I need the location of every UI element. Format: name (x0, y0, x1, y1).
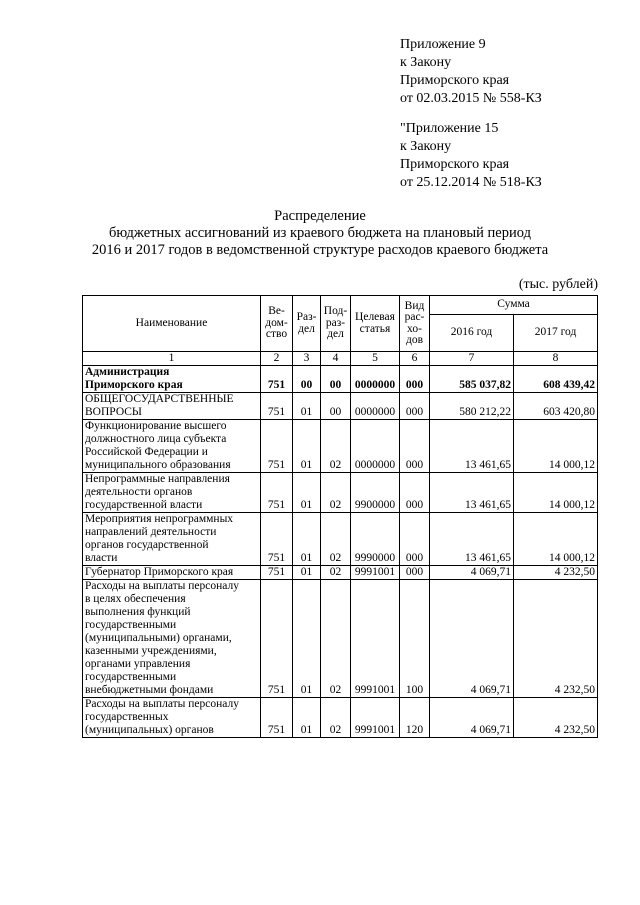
cell-sum-2017: 608 439,42 (514, 366, 598, 393)
table-row (83, 473, 598, 513)
column-number: 5 (351, 352, 400, 366)
cell-subsection: 02 (321, 580, 351, 698)
title-line: бюджетных ассигнований из краевого бюджета на плановый период (109, 225, 531, 241)
column-number-row (83, 352, 598, 366)
cell-target-article: 9900000 (351, 473, 400, 513)
appendix-line: Приморского края (400, 73, 510, 88)
cell-section: 01 (293, 580, 321, 698)
cell-subsection: 02 (321, 420, 351, 473)
header-target-article: Целевая статья (351, 296, 400, 352)
cell-name-line: Непрограммные направления (85, 473, 230, 485)
cell-name-line: власти (85, 552, 118, 564)
cell-sum-2016: 4 069,71 (430, 698, 514, 738)
cell-name (83, 473, 261, 513)
header-section: Раз- дел (293, 296, 321, 352)
cell-name (83, 566, 261, 580)
cell-subsection: 02 (321, 566, 351, 580)
cell-sum-2016: 580 212,22 (430, 393, 514, 420)
cell-expense-type: 000 (400, 366, 430, 393)
cell-name-line: внебюджетными фондами (85, 684, 214, 696)
cell-target-article: 9991001 (351, 566, 400, 580)
cell-target-article: 9991001 (351, 698, 400, 738)
appendix-line: от 25.12.2014 № 518-КЗ (400, 175, 542, 190)
cell-sum-2017: 14 000,12 (514, 513, 598, 566)
cell-subsection: 02 (321, 698, 351, 738)
cell-target-article: 0000000 (351, 366, 400, 393)
cell-name-line: органами управления (85, 658, 191, 670)
appendix-line: "Приложение 15 (400, 121, 499, 136)
cell-name-line: муниципального образования (85, 459, 231, 471)
cell-name-line: Администрация (85, 366, 170, 378)
header-expense-type: Вид рас- хо- дов (400, 296, 430, 352)
column-number: 8 (514, 352, 598, 366)
cell-name-line: деятельности органов (85, 486, 193, 498)
cell-name-line: государственными (85, 619, 177, 631)
header-name: Наименование (83, 296, 261, 352)
table-row (83, 393, 598, 420)
cell-name-line: Губернатор Приморского края (85, 566, 234, 578)
header-sum: Сумма (430, 296, 598, 315)
table-row (83, 366, 598, 393)
cell-expense-type: 000 (400, 420, 430, 473)
cell-dept: 751 (261, 420, 293, 473)
cell-dept: 751 (261, 366, 293, 393)
cell-name-line: Расходы на выплаты персоналу (85, 580, 239, 592)
header-dept: Ве- дом- ство (261, 296, 293, 352)
column-number: 3 (293, 352, 321, 366)
cell-sum-2016: 13 461,65 (430, 473, 514, 513)
title-line: Распределение (274, 208, 366, 224)
appendix-line: к Закону (400, 55, 452, 70)
cell-name-line: Мероприятия непрограммных (85, 513, 234, 525)
cell-name-line: (муниципальных) органов (85, 724, 214, 736)
cell-dept: 751 (261, 393, 293, 420)
cell-expense-type: 100 (400, 580, 430, 698)
cell-target-article: 9991001 (351, 580, 400, 698)
cell-name-line: государственной власти (85, 499, 203, 511)
cell-name-line: направлений деятельности (85, 526, 217, 538)
budget-table (82, 295, 598, 738)
cell-subsection: 00 (321, 366, 351, 393)
cell-name-line: государственных (85, 711, 169, 723)
cell-name-line: государственными (85, 671, 177, 683)
table-row (83, 420, 598, 473)
cell-dept: 751 (261, 698, 293, 738)
cell-section: 01 (293, 393, 321, 420)
cell-subsection: 02 (321, 473, 351, 513)
cell-name-line: выполнения функций (85, 606, 191, 618)
cell-name (83, 698, 261, 738)
cell-subsection: 00 (321, 393, 351, 420)
cell-name-line: Приморского края (85, 379, 183, 391)
table-row (83, 580, 598, 698)
cell-section: 01 (293, 473, 321, 513)
cell-sum-2017: 4 232,50 (514, 698, 598, 738)
cell-dept: 751 (261, 580, 293, 698)
header-subsection: Под- раз- дел (321, 296, 351, 352)
cell-section: 00 (293, 366, 321, 393)
appendix-line: от 02.03.2015 № 558-КЗ (400, 91, 542, 106)
cell-name-line: казенными учреждениями, (85, 645, 217, 657)
table-row (83, 513, 598, 566)
cell-target-article: 0000000 (351, 393, 400, 420)
document-title (0, 208, 640, 259)
cell-dept: 751 (261, 566, 293, 580)
cell-target-article: 9990000 (351, 513, 400, 566)
cell-expense-type: 000 (400, 566, 430, 580)
cell-section: 01 (293, 698, 321, 738)
cell-name (83, 393, 261, 420)
cell-name-line: в целях обеспечения (85, 593, 186, 605)
title-line: 2016 и 2017 годов в ведомственной структуре расходов краевого бюджета (91, 242, 549, 258)
table-row (83, 566, 598, 580)
appendix-line: к Закону (400, 139, 452, 154)
cell-dept: 751 (261, 513, 293, 566)
units-label: (тыс. рублей) (518, 277, 598, 292)
cell-sum-2017: 4 232,50 (514, 580, 598, 698)
cell-section: 01 (293, 420, 321, 473)
cell-name-line: ВОПРОСЫ (85, 406, 142, 418)
column-number: 4 (321, 352, 351, 366)
cell-sum-2016: 4 069,71 (430, 580, 514, 698)
header-year-2016: 2016 год (430, 315, 514, 352)
cell-sum-2017: 14 000,12 (514, 420, 598, 473)
cell-sum-2017: 14 000,12 (514, 473, 598, 513)
cell-sum-2017: 4 232,50 (514, 566, 598, 580)
cell-sum-2016: 4 069,71 (430, 566, 514, 580)
cell-sum-2016: 13 461,65 (430, 513, 514, 566)
cell-name (83, 580, 261, 698)
cell-name (83, 366, 261, 393)
cell-target-article: 0000000 (351, 420, 400, 473)
cell-name (83, 513, 261, 566)
column-number: 1 (83, 352, 261, 366)
cell-section: 01 (293, 513, 321, 566)
cell-sum-2016: 585 037,82 (430, 366, 514, 393)
cell-name-line: Функционирование высшего (85, 420, 227, 432)
cell-subsection: 02 (321, 513, 351, 566)
cell-dept: 751 (261, 473, 293, 513)
header-year-2017: 2017 год (514, 315, 598, 352)
cell-name-line: должностного лица субъекта (85, 433, 227, 445)
cell-name-line: ОБЩЕГОСУДАРСТВЕННЫЕ (85, 393, 234, 405)
appendix-line: Приложение 9 (400, 37, 486, 52)
column-number: 2 (261, 352, 293, 366)
appendix-line: Приморского края (400, 157, 510, 172)
cell-expense-type: 000 (400, 393, 430, 420)
cell-sum-2016: 13 461,65 (430, 420, 514, 473)
cell-name (83, 420, 261, 473)
cell-name-line: Расходы на выплаты персоналу (85, 698, 239, 710)
column-number: 7 (430, 352, 514, 366)
appendix-reference-current (400, 36, 630, 108)
cell-section: 01 (293, 566, 321, 580)
cell-expense-type: 120 (400, 698, 430, 738)
cell-expense-type: 000 (400, 473, 430, 513)
cell-name-line: Российской Федерации и (85, 446, 208, 458)
cell-name-line: органов государственной (85, 539, 209, 551)
appendix-reference-original (400, 120, 630, 192)
cell-expense-type: 000 (400, 513, 430, 566)
cell-name-line: (муниципальными) органами, (85, 632, 232, 644)
cell-sum-2017: 603 420,80 (514, 393, 598, 420)
column-number: 6 (400, 352, 430, 366)
table-row (83, 698, 598, 738)
